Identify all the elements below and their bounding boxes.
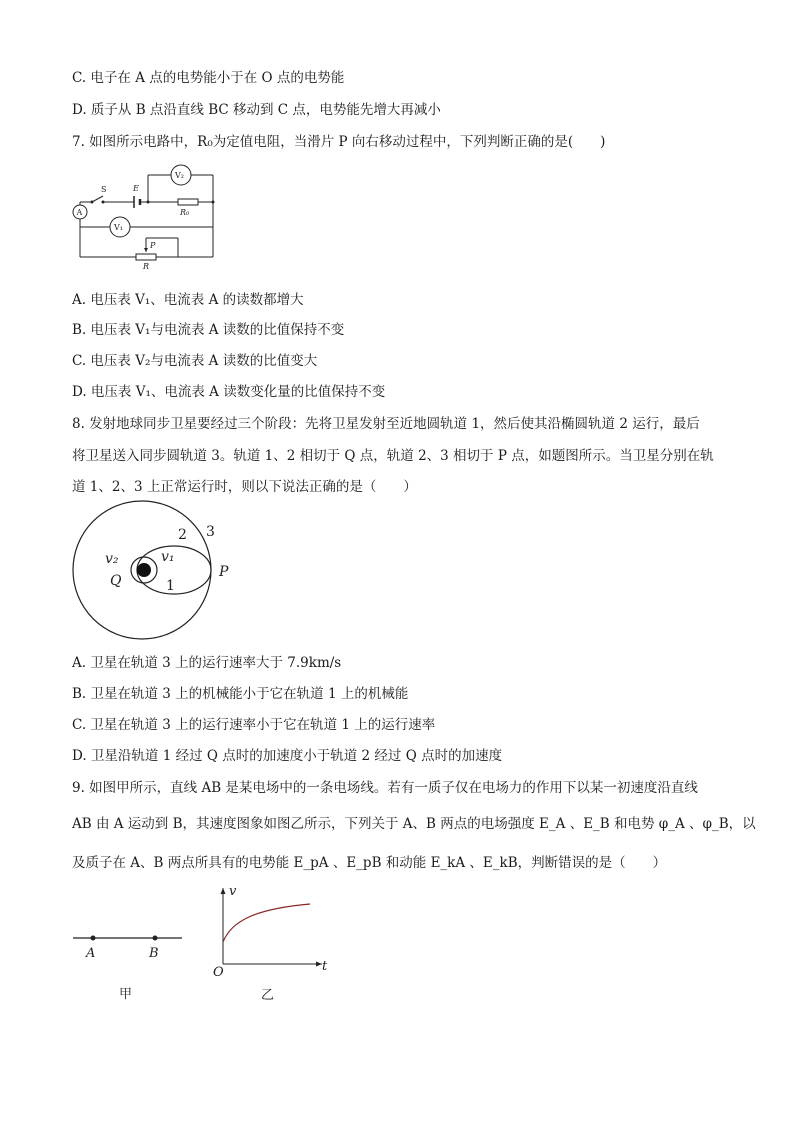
v1-label: v₁ [161, 549, 175, 565]
q7-stem: 7. 如图所示电路中，R₀为定值电阻，当滑片 P 向右移动过程中，下列判断正确的是( ) [72, 134, 606, 150]
q9-stem-line3: 及质子在 A、B 两点所具有的电势能 E_pA 、E_pB 和动能 E_kA 、E_kB，判断错误的是（ ） [72, 855, 667, 871]
slider-label: P [150, 241, 156, 250]
velocity-curve [223, 904, 310, 942]
q8-stem-line2: 将卫星送入同步圆轨道 3。轨道 1、2 相切于 Q 点，轨道 2、3 相切于 P 点，如题图所示。当卫星分别在轨 [72, 448, 714, 464]
v1-label: V₁ [114, 223, 123, 232]
p-point-label: P [219, 564, 229, 580]
switch-label: S [101, 185, 107, 194]
q7-option-b: B. 电压表 V₁与电流表 A 读数的比值保持不变 [72, 322, 345, 338]
q8-option-c: C. 卫星在轨道 3 上的运行速率小于它在轨道 1 上的运行速率 [72, 717, 436, 733]
q9-velocity-graph [205, 882, 335, 1010]
rheostat-label: R [143, 262, 150, 270]
v2-label: v₂ [105, 551, 119, 567]
q8-stem-line1: 8. 发射地球同步卫星要经过三个阶段：先将卫星发射至近地圆轨道 1，然后使其沿椭圆轨道 2 运行，最后 [72, 416, 700, 432]
t-axis-label: t [322, 959, 328, 974]
q8-orbit-diagram [70, 500, 240, 648]
q8-option-d: D. 卫星沿轨道 1 经过 Q 点时的加速度小于轨道 2 经过 Q 点时的加速度 [72, 748, 503, 764]
q8-option-b: B. 卫星在轨道 3 上的机械能小于它在轨道 1 上的机械能 [72, 686, 409, 702]
q6-option-c: C. 电子在 A 点的电势能小于在 O 点的电势能 [72, 70, 345, 86]
orbit2-label: 2 [178, 527, 187, 543]
r0-label: R₀ [180, 208, 190, 217]
q-point-label: Q [110, 573, 122, 589]
q6-option-d: D. 质子从 B 点沿直线 BC 移动到 C 点，电势能先增大再减小 [72, 102, 441, 118]
orbit1-label: 1 [166, 578, 175, 594]
q8-option-a: A. 卫星在轨道 3 上的运行速率大于 7.9km/s [72, 655, 342, 671]
q9-stem-line1: 9. 如图甲所示，直线 AB 是某电场中的一条电场线。若有一质子仅在电场力的作用下以某一初速度沿直线 [72, 780, 698, 796]
point-a-label: A [86, 946, 96, 961]
origin-label: O [213, 965, 224, 980]
q8-stem-line3: 道 1、2、3 上正常运行时，则以下说法正确的是（ ） [72, 479, 417, 495]
fig-yi-caption: 乙 [261, 988, 275, 1003]
v-axis-label: v [229, 884, 237, 899]
orbit3-label: 3 [206, 524, 215, 540]
emf-label: E [133, 184, 139, 193]
q7-option-a: A. 电压表 V₁、电流表 A 的读数都增大 [72, 292, 304, 308]
q7-circuit-diagram [70, 160, 220, 270]
q7-option-d: D. 电压表 V₁、电流表 A 读数变化量的比值保持不变 [72, 384, 386, 400]
point-b-label: B [149, 946, 159, 961]
q7-option-c: C. 电压表 V₂与电流表 A 读数的比值变大 [72, 353, 318, 369]
fig-jia-caption: 甲 [119, 987, 133, 1002]
v2-label: V₂ [175, 171, 184, 180]
q9-field-line-figure [70, 920, 190, 1010]
ammeter-label: A [76, 208, 83, 217]
q9-stem-line2: AB 由 A 运动到 B，其速度图象如图乙所示，下列关于 A、B 两点的电场强度 E_A 、E_B 和电势 φ_A 、φ_B，以 [72, 816, 756, 832]
